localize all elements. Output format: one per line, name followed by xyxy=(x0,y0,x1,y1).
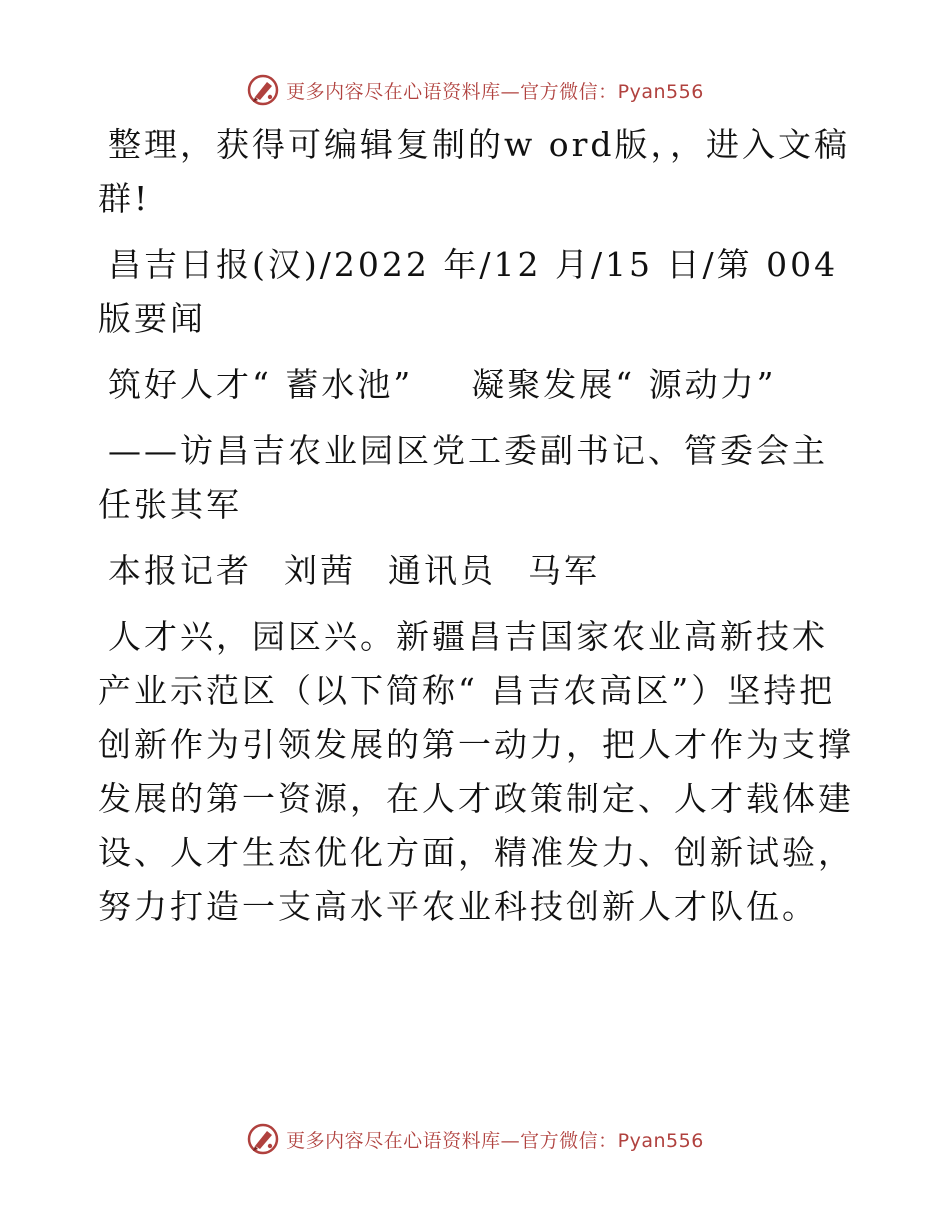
article-paragraph: 人才兴，园区兴。新疆昌吉国家农业高新技术产业示范区（以下简称“ 昌吉农高区”）坚持把创新作为引领发展的第一动力，把人才作为支撑发展的第一资源，在人才政策制定、人才载体建设、人才生态优化方面，精准发力、创新试验，努力打造一支高水平农业科技创新人才队伍。 xyxy=(98,617,854,926)
byline-name-correspondent: 马军 xyxy=(528,551,600,590)
wechat-id: Pyan556 xyxy=(617,80,704,103)
byline-name-reporter: 刘茜 xyxy=(284,551,356,590)
header-banner xyxy=(0,70,950,110)
byline-role-correspondent: 通讯员 xyxy=(388,551,496,590)
subheadline: ——访昌吉农业园区党工委副书记、管委会主任张其军 xyxy=(98,431,828,524)
document-body xyxy=(98,118,858,934)
source-line: 昌吉日报(汉)/2022 年/12 月/15 日/第 004 版要闻 xyxy=(98,245,839,338)
headline xyxy=(98,358,858,412)
wechat-id: Pyan556 xyxy=(617,1129,704,1152)
footer-banner xyxy=(0,1119,950,1159)
byline xyxy=(98,544,858,598)
byline-role-reporter: 本报记者 xyxy=(108,551,252,590)
pen-seal-icon xyxy=(246,1122,280,1156)
headline-right: 凝聚发展“ 源动力” xyxy=(471,365,777,404)
pen-seal-icon xyxy=(246,73,280,107)
headline-left: 筑好人才“ 蓄水池” xyxy=(108,365,414,404)
intro-text: 整理，获得可编辑复制的w ord版，，进入文稿群! xyxy=(98,125,851,218)
banner-text: 更多内容尽在心语资料库—官方微信：Pyan556 xyxy=(286,80,704,103)
banner-text: 更多内容尽在心语资料库—官方微信：Pyan556 xyxy=(286,1129,704,1152)
